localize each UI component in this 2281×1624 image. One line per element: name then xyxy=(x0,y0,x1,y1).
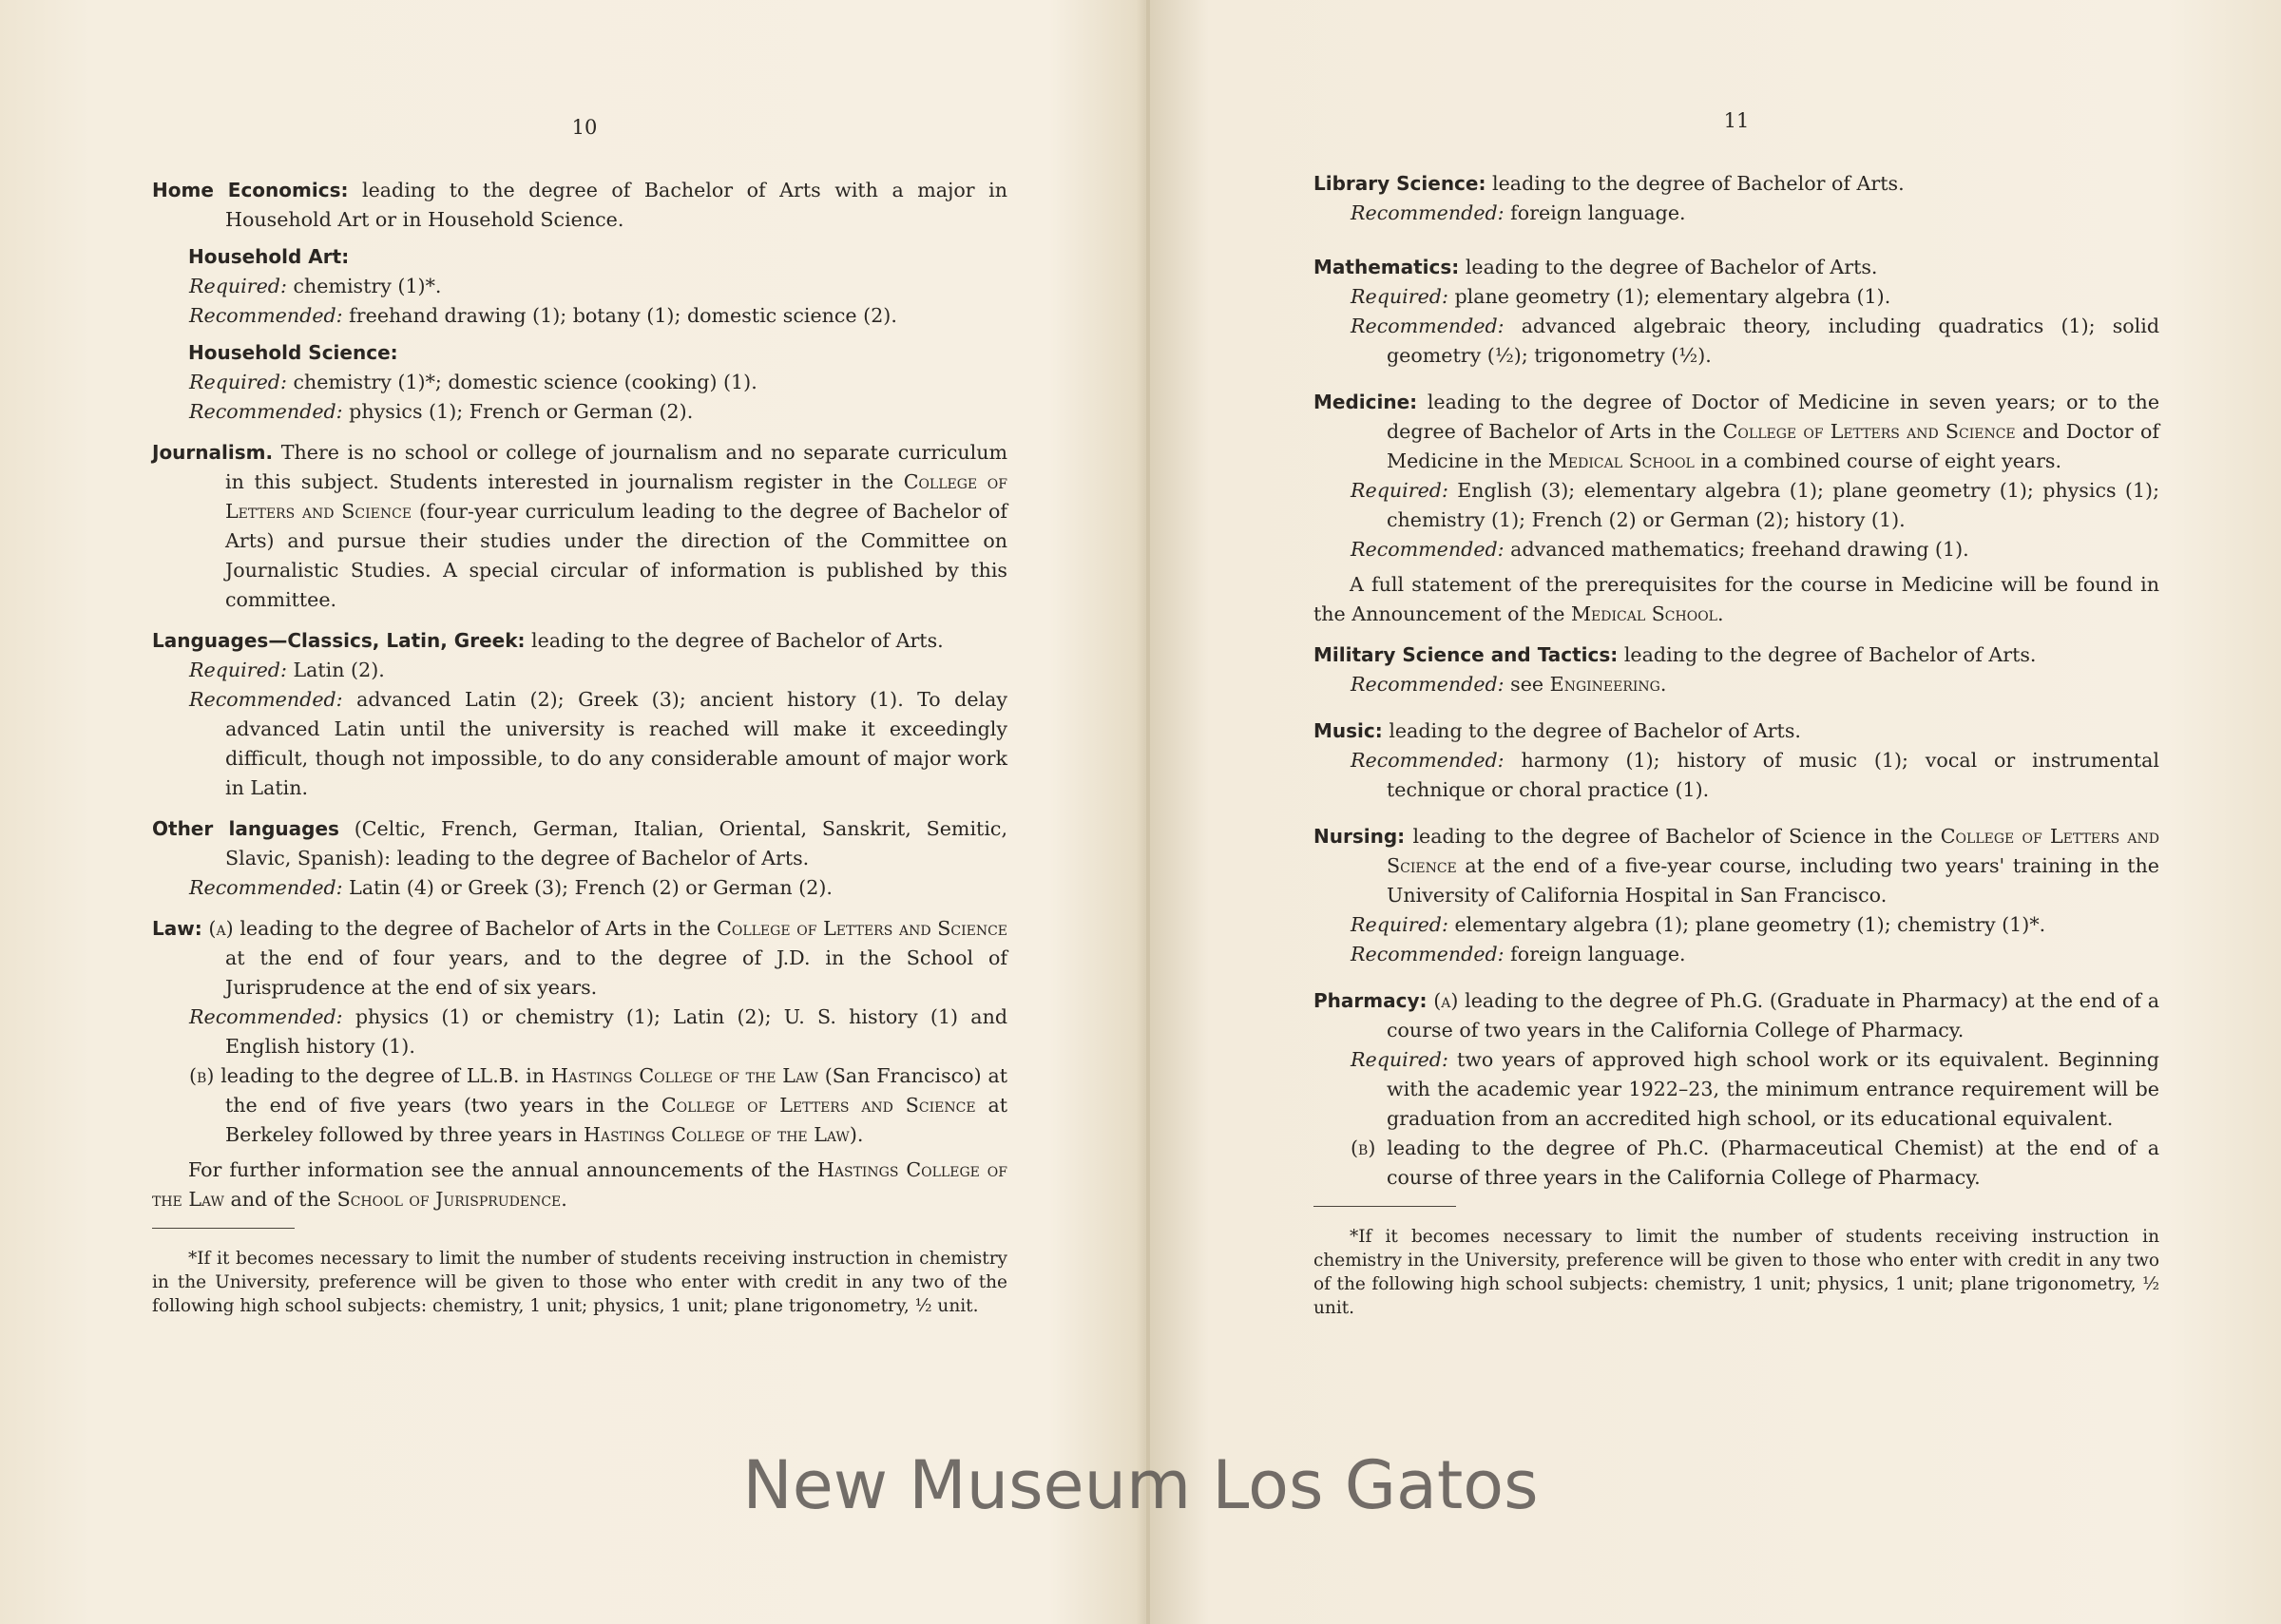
footnote: *If it becomes necessary to limit the number of students receiving instruction in chemistry in the University, preference will be given to those who enter with credit in any two of the following high school subjects: chemistry, 1 unit; physics, 1 unit; plane trigonometry, ½ unit. xyxy=(1313,1226,2159,1318)
entry-heading: Law: xyxy=(152,917,202,940)
college-name: College of Letters and Science xyxy=(717,917,1008,940)
entry-text: ). xyxy=(849,1123,864,1146)
page-number: 10 xyxy=(571,116,598,139)
entry-heading: Medicine: xyxy=(1313,391,1418,413)
entry-text: and Doctor of Medicine in the xyxy=(1387,420,2159,472)
entry-home-economics xyxy=(152,176,1007,427)
entry-heading: Languages—Classics, Latin, Greek: xyxy=(152,629,526,652)
school-name: School of Jurisprudence xyxy=(336,1188,562,1211)
entry-text: at the end of a five-year course, including two years' training in the University of California Hospital in San Francisco. xyxy=(1387,854,2159,907)
college-name: College of Letters and Science xyxy=(661,1094,976,1117)
entry-other-languages xyxy=(152,814,1007,903)
entry-mathematics xyxy=(1313,253,2159,371)
page-number: 11 xyxy=(1723,109,1750,132)
recommended-text: physics (1); French or German (2). xyxy=(349,400,694,423)
recommended-label: Recommended: xyxy=(1351,749,1505,772)
recommended-text: freehand drawing (1); botany (1); domestic science (2). xyxy=(349,304,897,327)
required-text: two years of approved high school work or its equivalent. Beginning with the academic year 1922–23, the minimum entrance requirement will be graduation from an accredited high school, or its educational equivalent. xyxy=(1387,1048,2159,1130)
further-information xyxy=(152,1156,1007,1214)
recommended-text: see xyxy=(1510,673,1544,696)
recommended-text: harmony (1); history of music (1); vocal or instrumental technique or choral practice (1). xyxy=(1387,749,2159,801)
entry-military-science xyxy=(1313,640,2159,699)
entry-languages xyxy=(152,626,1007,803)
school-name: Medical School xyxy=(1570,602,1717,625)
entry-heading: Library Science: xyxy=(1313,172,1486,195)
entry-text: (San Francisco) at the end of five years (two years in the xyxy=(225,1064,1007,1117)
college-name: College of Letters and Science xyxy=(1722,420,2016,443)
entry-nursing xyxy=(1313,822,2159,969)
entry-text: at Berkeley followed by three years in xyxy=(225,1094,1007,1146)
recommended-text: physics (1) or chemistry (1); Latin (2); U. S. history (1) and English history (1). xyxy=(225,1005,1008,1058)
cross-reference: Engineering xyxy=(1549,673,1660,696)
footnote-rule xyxy=(1313,1206,1456,1207)
entry-music xyxy=(1313,716,2159,805)
required-text: chemistry (1)*; domestic science (cooking) (1). xyxy=(293,371,757,393)
entry-text: leading to the degree of Bachelor of Arts. xyxy=(1389,719,1801,742)
entry-text: leading to the degree of LL.B. in xyxy=(220,1064,546,1087)
entry-journalism xyxy=(152,438,1007,615)
entry-heading: Home Economics: xyxy=(152,179,349,201)
entry-text: leading to the degree of Ph.G. (Graduate in Pharmacy) at the end of a course of two years in the California College of Pharmacy. xyxy=(1387,989,2160,1041)
recommended-label: Recommended: xyxy=(189,1005,343,1028)
left-page xyxy=(152,0,1007,1624)
college-name: Hastings College of the Law xyxy=(550,1064,818,1087)
recommended-text: Latin (4) or Greek (3); French (2) or German (2). xyxy=(349,876,833,899)
recommended-label: Recommended: xyxy=(1351,943,1505,965)
entry-heading: Journalism. xyxy=(152,441,274,464)
further-text: For further information see the annual announcements of the xyxy=(188,1158,810,1181)
required-label: Required: xyxy=(189,659,287,681)
required-text: Latin (2). xyxy=(293,659,385,681)
required-text: English (3); elementary algebra (1); plane geometry (1); physics (1); chemistry (1); French (2) or German (2); history (1). xyxy=(1387,479,2160,531)
entry-text: leading to the degree of Bachelor of Arts. xyxy=(1623,643,2037,666)
watermark: New Museum Los Gatos xyxy=(742,1446,1539,1524)
entry-text: leading to the degree of Bachelor of Arts. xyxy=(1465,256,1878,278)
required-label: Required: xyxy=(189,275,287,297)
entry-medicine xyxy=(1313,388,2159,629)
recommended-label: Recommended: xyxy=(189,876,343,899)
recommended-label: Recommended: xyxy=(189,400,343,423)
recommended-text: advanced Latin (2); Greek (3); ancient history (1). To delay advanced Latin until the university is reached will make it exceedingly difficult, though not impossible, to do any considerable amount of major work in Latin. xyxy=(225,688,1008,799)
clause-marker: (a) xyxy=(1433,989,1459,1012)
entry-text: leading to the degree of Bachelor of Arts. xyxy=(1492,172,1905,195)
statement-text: A full statement of the prerequisites for the course in Medicine will be found in the Announcement of the xyxy=(1313,573,2159,625)
entry-heading: Music: xyxy=(1313,719,1383,742)
recommended-label: Recommended: xyxy=(1351,538,1505,561)
required-text: elementary algebra (1); plane geometry (1); chemistry (1)*. xyxy=(1454,913,2046,936)
recommended-text: foreign language. xyxy=(1510,201,1686,224)
entry-text: There is no school or college of journalism and no separate curriculum in this subject. Students interested in journalism register in the xyxy=(225,441,1008,493)
entry-heading: Military Science and Tactics: xyxy=(1313,643,1619,666)
entry-text: in a combined course of eight years. xyxy=(1700,449,2062,472)
entry-library-science xyxy=(1313,169,2159,228)
entry-text: leading to the degree of Bachelor of Arts. xyxy=(531,629,944,652)
required-label: Required: xyxy=(189,371,287,393)
entry-text: (four-year curriculum leading to the degree of Bachelor of Arts) and pursue their studies under the direction of the Committee on Journalistic Studies. A special circular of information is published by this committee. xyxy=(225,500,1008,611)
entry-pharmacy xyxy=(1313,986,2159,1193)
required-text: chemistry (1)*. xyxy=(293,275,442,297)
recommended-label: Recommended: xyxy=(1351,201,1505,224)
entry-law xyxy=(152,914,1007,1214)
required-label: Required: xyxy=(1351,913,1448,936)
recommended-label: Recommended: xyxy=(1351,315,1505,337)
book-spine xyxy=(1146,0,1150,1624)
required-label: Required: xyxy=(1351,1048,1448,1071)
right-page-body xyxy=(1313,169,2159,1337)
medicine-statement xyxy=(1313,570,2159,629)
footnote: *If it becomes necessary to limit the number of students receiving instruction in chemistry in the University, preference will be given to those who enter with credit in any two of the following high school subjects: chemistry, 1 unit; physics, 1 unit; plane trigonometry, ½ unit. xyxy=(152,1248,1007,1316)
entry-heading: Pharmacy: xyxy=(1313,989,1428,1012)
right-page xyxy=(1313,0,2159,1624)
recommended-text: . xyxy=(1659,673,1667,696)
entry-text: leading to the degree of Bachelor of Arts in the xyxy=(240,917,711,940)
college-name: College of Letters and Science xyxy=(1387,825,2160,877)
required-label: Required: xyxy=(1351,479,1448,502)
statement-text: . xyxy=(1716,602,1724,625)
recommended-text: foreign language. xyxy=(1510,943,1686,965)
college-name: Hastings College of the Law xyxy=(584,1123,850,1146)
college-name: Hastings College of the Law xyxy=(152,1158,1007,1211)
clause-marker: (b) xyxy=(189,1064,215,1087)
recommended-label: Recommended: xyxy=(1351,673,1505,696)
recommended-label: Recommended: xyxy=(189,688,343,711)
clause-marker: (b) xyxy=(1351,1137,1376,1159)
further-text: and of the xyxy=(230,1188,332,1211)
entry-heading: Mathematics: xyxy=(1313,256,1460,278)
recommended-label: Recommended: xyxy=(189,304,343,327)
recommended-text: advanced mathematics; freehand drawing (1). xyxy=(1510,538,1969,561)
left-page-body xyxy=(152,176,1007,1335)
entry-text: leading to the degree of Bachelor of Science in the xyxy=(1412,825,1933,848)
subheading: Household Science: xyxy=(188,341,398,364)
required-text: plane geometry (1); elementary algebra (1). xyxy=(1454,285,1891,308)
subheading: Household Art: xyxy=(188,245,350,268)
college-name: College of Letters and Science xyxy=(225,470,1008,523)
entry-text: leading to the degree of Ph.C. (Pharmaceutical Chemist) at the end of a course of three years in the California College of Pharmacy. xyxy=(1387,1137,2160,1189)
entry-text: leading to the degree of Bachelor of Arts with a major in Household Art or in Household Science. xyxy=(225,179,1007,231)
entry-heading: Other languages xyxy=(152,817,339,840)
clause-marker: (a) xyxy=(208,917,234,940)
entry-heading: Nursing: xyxy=(1313,825,1406,848)
entry-text: at the end of four years, and to the degree of J.D. in the School of Jurisprudence at the end of six years. xyxy=(225,946,1007,999)
entry-text: leading to the degree of Doctor of Medicine in seven years; or to the degree of Bachelor of Arts in the xyxy=(1387,391,2160,443)
footnote-rule xyxy=(152,1228,295,1229)
further-text: . xyxy=(561,1188,567,1211)
school-name: Medical School xyxy=(1547,449,1695,472)
entry-text: (Celtic, French, German, Italian, Oriental, Sanskrit, Semitic, Slavic, Spanish): leading to the degree of Bachelor of Arts. xyxy=(225,817,1007,869)
recommended-text: advanced algebraic theory, including quadratics (1); solid geometry (½); trigonometry (½). xyxy=(1387,315,2160,367)
required-label: Required: xyxy=(1351,285,1448,308)
